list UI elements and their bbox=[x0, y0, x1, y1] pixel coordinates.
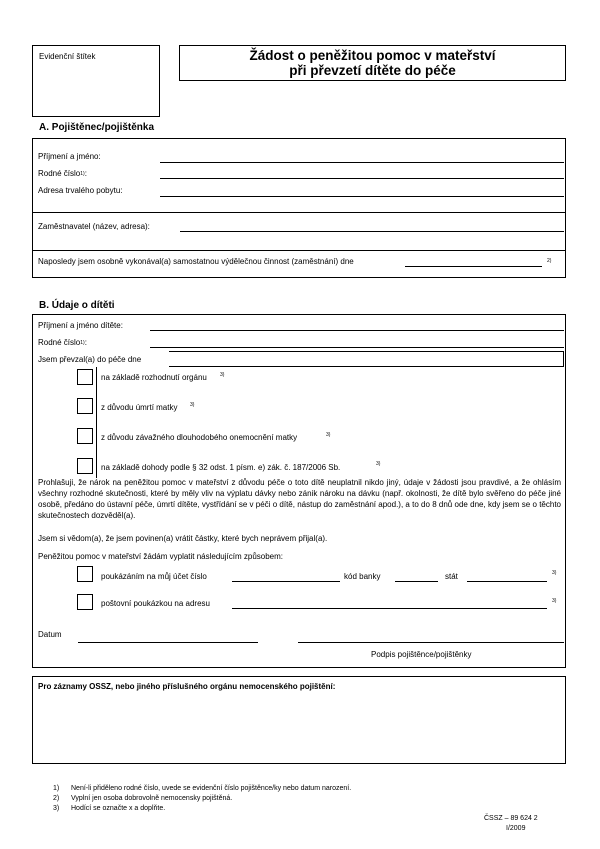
footnote-2-text: Vyplní jen osoba dobrovolně nemocensky pojištěná. bbox=[71, 795, 233, 802]
option-mother-illness-label: z důvodu závažného dlouhodobého onemocnění matky bbox=[101, 433, 298, 442]
section-b-heading: B. Údaje o dítěti bbox=[39, 300, 115, 311]
payment-method-intro: Peněžitou pomoc v mateřství žádám vyplatit následujícím způsobem: bbox=[38, 552, 283, 561]
insured-birth-number-label: Rodné číslo$^{1)}$: bbox=[38, 169, 87, 178]
footnote-1-number: 1) bbox=[53, 785, 60, 792]
option-mother-death-footnote: 3) bbox=[190, 402, 195, 408]
payment-account-checkbox[interactable] bbox=[77, 566, 93, 582]
child-birth-number-field[interactable] bbox=[150, 347, 564, 348]
date-label: Datum bbox=[38, 630, 62, 639]
option-mother-illness-checkbox[interactable] bbox=[77, 428, 93, 444]
footnote-3-text: Hodící se označte x a doplňte. bbox=[71, 805, 166, 812]
payment-postal-footnote: 3) bbox=[552, 598, 557, 604]
section-a-divider-1 bbox=[32, 212, 566, 213]
insured-address-field[interactable] bbox=[160, 196, 564, 197]
last-work-date-field[interactable] bbox=[405, 266, 542, 267]
footnote-3-number: 3) bbox=[53, 805, 60, 812]
form-code: ČSSZ – 89 624 2 bbox=[484, 815, 538, 822]
payment-postal-checkbox[interactable] bbox=[77, 594, 93, 610]
option-authority-footnote: 3) bbox=[220, 372, 225, 378]
evidence-stamp-label: Evidenční štítek bbox=[39, 52, 96, 61]
option-mother-illness-footnote: 3) bbox=[326, 432, 331, 438]
insured-address-label: Adresa trvalého pobytu: bbox=[38, 186, 123, 195]
taken-date-right-edge bbox=[563, 351, 564, 366]
footnote-1-text: Není-li přiděleno rodné číslo, uvede se evidenční číslo pojištěnce/ky nebo datum narození. bbox=[71, 785, 352, 792]
option-agreement-footnote: 3) bbox=[376, 461, 381, 467]
section-a-divider-2 bbox=[32, 250, 566, 251]
taken-into-care-label: Jsem převzal(a) do péče dne bbox=[38, 355, 142, 364]
last-work-label: Naposledy jsem osobně vykonával(a) samostatnou výdělečnou činnost (zaměstnání) dne bbox=[38, 257, 354, 266]
option-authority-checkbox[interactable] bbox=[77, 369, 93, 385]
employer-label: Zaměstnavatel (název, adresa): bbox=[38, 222, 150, 231]
ossz-records-label: Pro záznamy OSSZ, nebo jiného příslušného orgánu nemocenského pojištění: bbox=[38, 682, 336, 691]
bank-code-label: kód banky bbox=[344, 572, 381, 581]
option-mother-death-checkbox[interactable] bbox=[77, 398, 93, 414]
child-name-field[interactable] bbox=[150, 330, 564, 331]
repayment-awareness-text: Jsem si vědom(a), že jsem povinen(a) vrátit částky, které bych neprávem přijal(a). bbox=[38, 534, 328, 543]
option-mother-death-label: z důvodu úmrtí matky bbox=[101, 403, 178, 412]
insured-birth-number-field[interactable] bbox=[160, 178, 564, 179]
account-number-field[interactable] bbox=[232, 581, 340, 582]
last-work-footnote: 2) bbox=[547, 258, 552, 264]
employer-field[interactable] bbox=[180, 231, 564, 232]
option-authority-label: na základě rozhodnutí orgánu bbox=[101, 373, 207, 382]
insured-name-label: Příjmení a jméno: bbox=[38, 152, 101, 161]
insured-name-field[interactable] bbox=[160, 162, 564, 163]
form-title-line2: při převzetí dítěte do péče bbox=[289, 63, 456, 78]
postal-address-field[interactable] bbox=[232, 608, 547, 609]
form-date: I/2009 bbox=[506, 825, 526, 832]
section-a-heading: A. Pojištěnec/pojištěnka bbox=[39, 122, 155, 133]
child-name-label: Příjmení a jméno dítěte: bbox=[38, 321, 123, 330]
payment-account-label: poukázáním na můj účet číslo bbox=[101, 572, 207, 581]
option-agreement-label: na základě dohody podle § 32 odst. 1 písm. e) zák. č. 187/2006 Sb. bbox=[101, 463, 341, 472]
date-field[interactable] bbox=[78, 642, 258, 643]
taken-date-top-line bbox=[169, 351, 564, 352]
form-title-line1: Žádost o peněžitou pomoc v mateřství bbox=[249, 48, 496, 63]
option-agreement-checkbox[interactable] bbox=[77, 458, 93, 474]
payment-account-footnote: 3) bbox=[552, 570, 557, 576]
taken-date-field[interactable] bbox=[169, 366, 564, 367]
signature-label: Podpis pojištěnce/pojištěnky bbox=[371, 650, 472, 659]
payment-postal-label: poštovní poukázkou na adresu bbox=[101, 599, 210, 608]
child-birth-number-label: Rodné číslo$^{1)}$: bbox=[38, 338, 87, 347]
state-label: stát bbox=[445, 572, 458, 581]
footnote-2-number: 2) bbox=[53, 795, 60, 802]
bank-code-field[interactable] bbox=[395, 581, 438, 582]
state-field[interactable] bbox=[467, 581, 547, 582]
options-column-edge bbox=[96, 367, 97, 478]
declaration-text: Prohlašuji, že nárok na peněžitou pomoc v mateřství z důvodu péče o toto dítě neuplatnil nikdo jiný, údaje v žádosti jsou pravdivé, a že ohlásím všechny rozhodné skutečnosti, které by měly vliv na výplatu dávky nebo zánik nároku na dávku (např. okolnosti, že dítě bylo svěřeno do péče jiné osobě, předáno do ústavní péče, úmrtí dítěte, vystřídání se v péči o dítě, nástup do zaměstnání apod.), a to do 8 dnů ode dne, kdy jsem se o těchto skutečnostech dozvěděl(a). bbox=[38, 478, 561, 520]
signature-field[interactable] bbox=[298, 642, 564, 643]
